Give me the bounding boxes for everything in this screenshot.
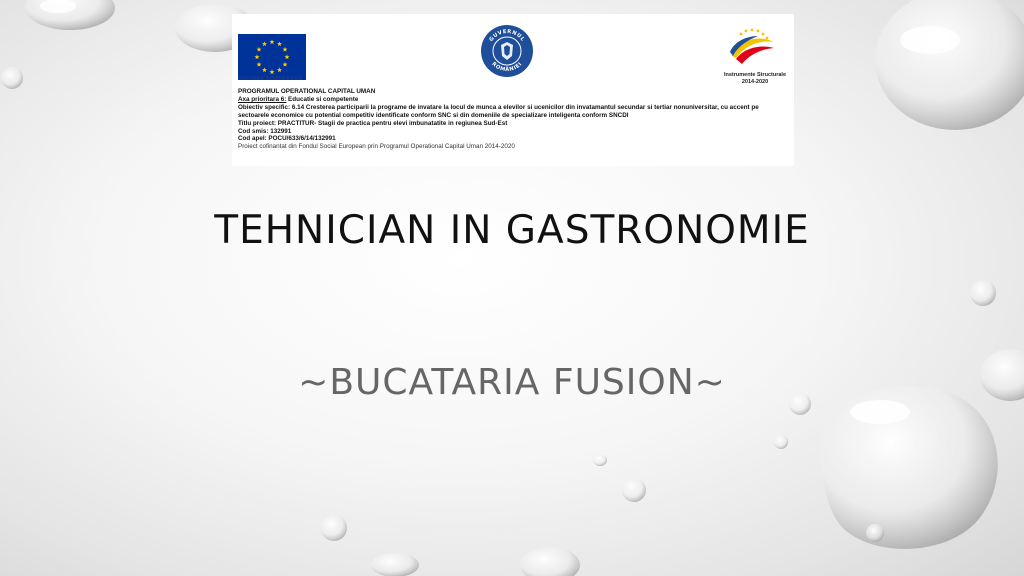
project-title: Titlu proiect: PRACTITUR- Stagii de practica pentru elevi imbunatatite in regiunea Sud-Est bbox=[238, 119, 508, 127]
drop-bottom-mid bbox=[622, 478, 646, 502]
slide-subtitle: ~BUCATARIA FUSION~ bbox=[298, 362, 726, 403]
structural-instruments-logo bbox=[722, 26, 782, 70]
priority-axis-value: Educatie si competente bbox=[286, 95, 359, 103]
program-name: PROGRAMUL OPERATIONAL CAPITAL UMAN bbox=[238, 88, 376, 95]
is-label-line1: Instrumente Structurale bbox=[723, 72, 787, 78]
drop-bottom-left-3 bbox=[371, 553, 419, 576]
priority-axis-label: Axa prioritara 6: bbox=[238, 95, 287, 103]
cod-smis: Cod smis: 132991 bbox=[238, 127, 292, 135]
drop-bottom-left bbox=[520, 547, 580, 576]
funding-statement: Proiect cofinantat din Fondul Social European prin Programul Operational Capital Uman 2014-2020 bbox=[238, 143, 515, 151]
romanian-government-seal-logo bbox=[480, 24, 534, 78]
svg-text:GUVERNUL: GUVERNUL bbox=[488, 28, 526, 43]
drop-bottom-center bbox=[593, 454, 607, 466]
eu-label: UNIUNEA EUROPEANĂ bbox=[238, 76, 303, 82]
drop-right-tiny bbox=[774, 435, 788, 449]
drop-top-right-large bbox=[875, 0, 1024, 130]
drop-top-left bbox=[25, 0, 115, 30]
slide-title: TEHNICIAN IN GASTRONOMIE bbox=[214, 208, 810, 253]
drop-bottom-right-large bbox=[819, 386, 998, 549]
structural-instruments-label bbox=[700, 72, 810, 85]
priority-axis-line bbox=[238, 96, 788, 104]
svg-text:ROMÂNIEI: ROMÂNIEI bbox=[490, 61, 524, 74]
specific-objective-line1: Obiectiv specific: 6.14 Cresterea participarii la programe de invatare la locul de munca a elevilor si ucenicilor din invatamantul secundar si tertiar nonuniversitar, cu accent pe bbox=[238, 103, 759, 111]
is-label-line2: 2014-2020 bbox=[741, 78, 769, 85]
cod-apel: Cod apel: POCU/633/6/14/132991 bbox=[238, 135, 336, 143]
specific-objective-line2: sectoarele economice cu potential competitiv identificate conform SNC si din domeniile de specializare inteligenta conform SNCDI bbox=[238, 111, 629, 119]
project-info-block bbox=[238, 88, 788, 151]
drop-bottom-tiny bbox=[866, 524, 884, 542]
drop-right-small-1 bbox=[970, 280, 996, 306]
drop-left-small bbox=[1, 67, 23, 89]
drop-bottom-left-2 bbox=[321, 515, 347, 541]
